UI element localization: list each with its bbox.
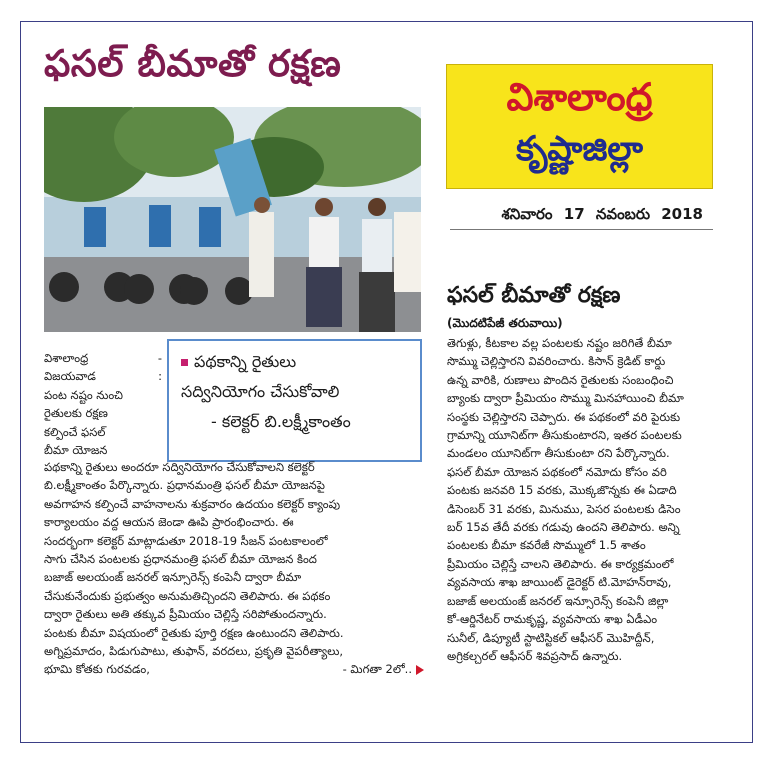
intro-line: పంట నష్టం నుంచి bbox=[44, 387, 123, 402]
body-line: సందర్భంగా కలెక్టర్ మాట్లాడుతూ 2018-19 సీజన్ పంటకాలంలో bbox=[44, 533, 328, 548]
body-line-last bbox=[44, 660, 424, 678]
pull-quote-line: సద్వినియోగం చేసుకోవాలి bbox=[181, 382, 340, 401]
body-line: సంస్థకు చెల్లిస్తారని చెప్పారు. ఈ పథకంలో వరి పైరుకు bbox=[447, 409, 681, 424]
body-line: అవగాహన కల్పించే వాహనాలను శుక్రవారం ఉదయం కలెక్టర్ క్యాంపు bbox=[44, 496, 341, 511]
headline: ఫసల్ బీమాతో రక్షణ bbox=[44, 42, 342, 85]
body-line: ఉన్న వారికి, రుణాలు పొందిన రైతులకు సంబంధించి bbox=[447, 372, 674, 387]
intro-line: విజయవాడ : bbox=[44, 369, 162, 384]
body-line: భూమి కోతకు గురవడం, bbox=[44, 662, 150, 677]
date-number: 17 bbox=[563, 205, 585, 223]
body-line: బి.లక్ష్మీకాంతం పేర్కొన్నారు. ప్రధానమంత్రి ఫసల్ బీమా యోజనపై bbox=[44, 478, 325, 493]
body-line: బర్ 15వ తేదీ వరకు గడువు ఉందని తెలిపారు. అన్ని bbox=[447, 520, 680, 535]
body-line: పథకాన్ని రైతులు అందరూ సద్వినియోగం చేసుకోవాలని కలెక్టర్ bbox=[44, 460, 315, 474]
photo-scene bbox=[44, 107, 421, 332]
dateline bbox=[450, 200, 713, 230]
body-line: అగ్నిప్రమాదం, పిడుగుపాటు, తుఫాన్, వరదలు, ప్రకృతి వైపరీత్యాలు, bbox=[44, 644, 343, 659]
body-line: వ్యవసాయ శాఖ జాయింట్ డైరెక్టర్ టి.మోహన్‌రావు, bbox=[447, 575, 672, 590]
body-line: తెగుళ్లు, కీటకాల వల్ల పంటలకు నష్టం జరిగితే బీమా bbox=[447, 336, 672, 350]
intro-line: విశాలాంధ్ర - bbox=[44, 351, 162, 365]
body-line: పంటకు జనవరి 15 వరకు, మొక్కజొన్నకు ఈ ఏడాది bbox=[447, 483, 677, 498]
body-line: బజాజ్ అలయంజ్ జనరల్ ఇన్సూరెన్స్ కంపెనీ ద్వారా బీమా bbox=[44, 570, 302, 585]
right-article-subtitle: (మొదటిపేజీ తరువాయి) bbox=[447, 316, 563, 330]
body-line: అగ్రికల్చరల్ ఆఫీసర్ శివప్రసాద్ ఉన్నారు. bbox=[447, 648, 623, 663]
body-line: కార్యాలయం వద్ద ఆయన జెండా ఊపి ప్రారంభించారు. ఈ bbox=[44, 515, 294, 530]
body-line: కో-ఆర్డినేటర్ రామకృష్ణ, వ్యవసాయ శాఖ ఏడీఎం bbox=[447, 612, 658, 627]
intro-line: రైతులకు రక్షణ bbox=[44, 406, 108, 421]
body-line: గ్రామాన్ని యూనిట్‌గా తీసుకుంటారని, ఇతర పంటలకు bbox=[447, 428, 682, 443]
body-line: బజాజ్ అలయంజ్ జనరల్ ఇన్సూరెన్స్ కంపెనీ జిల్లా bbox=[447, 593, 669, 608]
body-line: చేసుకునేందుకు ప్రభుత్వం అనుమతిచ్చిందని తెలిపారు. ఈ పథకం bbox=[44, 588, 331, 603]
body-line: సొమ్ము చెల్లిస్తారని వివరించారు. కిసాన్ క్రెడిట్ కార్డు bbox=[447, 354, 666, 369]
body-line: బ్యాంకు ద్వారా ప్రీమియం సొమ్ము మినహాయించి బీమా bbox=[447, 391, 684, 406]
newspaper-masthead bbox=[446, 64, 713, 189]
masthead-brand: విశాలాంధ్ర bbox=[506, 75, 653, 119]
body-line: పంటకు బీమా విషయంలో రైతుకు పూర్తి రక్షణ ఉంటుందని తెలిపారు. bbox=[44, 625, 344, 640]
right-article-body bbox=[447, 334, 729, 665]
pull-quote-attribution: - కలెక్టర్ బి.లక్ష్మీకాంతం bbox=[211, 412, 351, 431]
intro-line: కల్పించే ఫసల్ bbox=[44, 424, 106, 439]
continued-link[interactable]: - మిగతా 2లో.. bbox=[343, 660, 424, 678]
pull-quote-box bbox=[167, 339, 422, 462]
masthead-district: కృష్ణాజిల్లా bbox=[516, 129, 643, 169]
right-article-title: ఫసల్ బీమాతో రక్షణ bbox=[447, 283, 621, 308]
body-line: సాగు చేసిన పంటలకు ప్రధానమంత్రి ఫసల్ బీమా యోజన కింద bbox=[44, 552, 317, 567]
intro-line: బీమా యోజన bbox=[44, 443, 108, 458]
body-line: ఫసల్ బీమా యోజన పథకంలో నమోదు కోసం వరి bbox=[447, 464, 667, 479]
date-year: 2018 bbox=[661, 205, 703, 223]
body-line: మండలం యూనిట్‌గా తీసుకుంటా రని పేర్కొన్నారు. bbox=[447, 446, 670, 461]
news-photo bbox=[44, 107, 421, 332]
pull-quote-line: పథకాన్ని రైతులు bbox=[181, 347, 412, 377]
body-line: డిసెంబర్ 31 వరకు, మినుము, పెసర పంటలకు డిసెం bbox=[447, 501, 681, 516]
left-article-body bbox=[44, 458, 424, 679]
body-line: ద్వారా రైతులు అతి తక్కువ ప్రీమియం చెల్లిస్తే సరిపోతుందన్నారు. bbox=[44, 607, 327, 622]
body-line: పంటలకు బీమా కవరేజీ సొమ్ములో 1.5 శాతం bbox=[447, 538, 646, 553]
date-day: శనివారం bbox=[501, 205, 553, 223]
bullet-icon bbox=[181, 359, 188, 366]
body-line: సునీల్, డిప్యూటీ స్టాటిస్టికల్ ఆఫీసర్ మొహిద్దీన్, bbox=[447, 630, 655, 645]
body-line: ప్రీమియం చెల్లిస్తే చాలని తెలిపారు. ఈ కార్యక్రమంలో bbox=[447, 556, 674, 571]
dateline-intro bbox=[44, 349, 162, 459]
arrow-right-icon bbox=[416, 665, 424, 675]
date-month: నవంబరు bbox=[595, 205, 651, 223]
